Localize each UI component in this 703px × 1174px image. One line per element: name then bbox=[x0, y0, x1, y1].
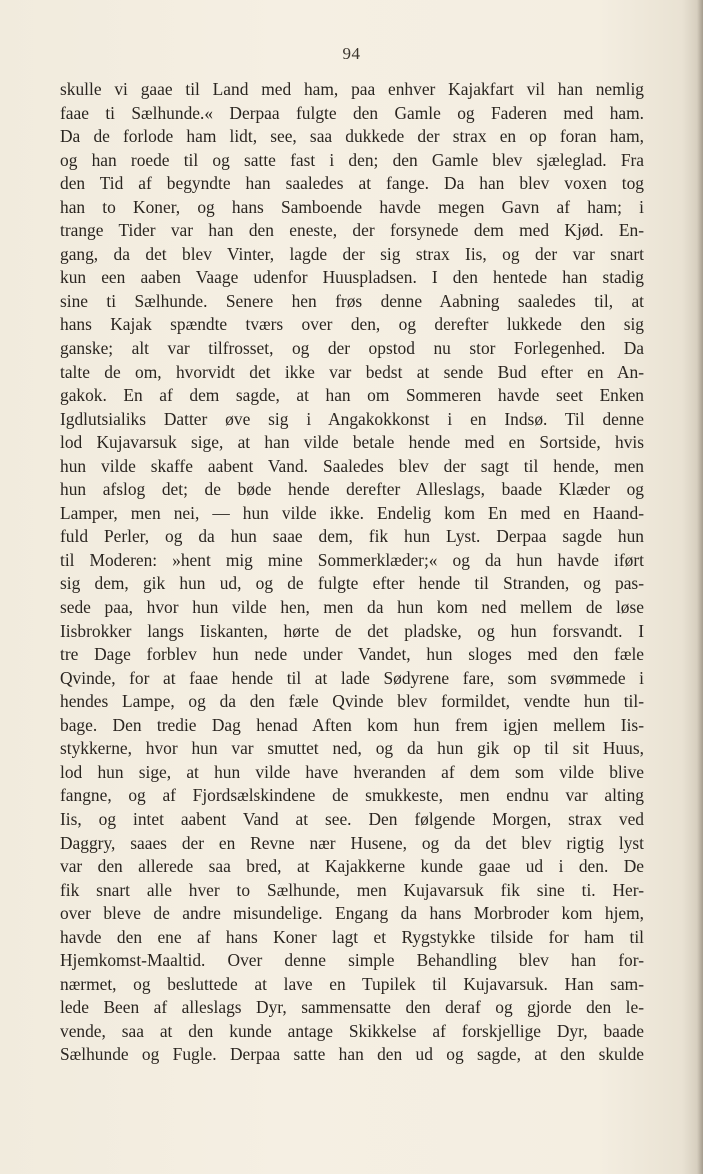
text-line: hun afslog det; de bøde hende derefter Alleslags, baade Klæder og bbox=[60, 479, 644, 500]
text-line: over bleve de andre misundelige. Engang da hans Morbroder kom hjem, bbox=[60, 903, 644, 924]
text-line: stykkerne, hvor hun var smuttet ned, og da hun gik op til sit Huus, bbox=[60, 738, 644, 759]
text-line: Lamper, men nei, — hun vilde ikke. Endelig kom En med en Haand- bbox=[60, 502, 644, 523]
text-line: Da de forlode ham lidt, see, saa dukkede der strax en op foran ham, bbox=[60, 126, 644, 147]
text-line: lod hun sige, at hun vilde have hveranden af dem som vilde blive bbox=[60, 761, 644, 782]
text-line: Daggry, saaes der en Revne nær Husene, og da det blev rigtig lyst bbox=[60, 832, 644, 853]
text-line: lod Kujavarsuk sige, at han vilde betale hende med en Sortside, hvis bbox=[60, 432, 644, 453]
text-line: til Moderen: »hent mig mine Sommerklæder;« og da hun havde iført bbox=[60, 549, 644, 570]
text-line: trange Tider var han den eneste, der forsynede dem med Kjød. En- bbox=[60, 220, 644, 241]
page-edge-shadow bbox=[697, 0, 703, 1174]
text-line: sine ti Sælhunde. Senere hen frøs denne Aabning saaledes til, at bbox=[60, 290, 644, 311]
text-line: bage. Den tredie Dag henad Aften kom hun frem igjen mellem Iis- bbox=[60, 714, 644, 735]
body-text bbox=[60, 78, 644, 1067]
text-line: lede Been af alleslags Dyr, sammensatte den deraf og gjorde den le- bbox=[60, 997, 644, 1018]
text-line: Iis, og intet aabent Vand at see. Den følgende Morgen, strax ved bbox=[60, 808, 644, 829]
text-line: hans Kajak spændte tværs over den, og derefter lukkede den sig bbox=[60, 314, 644, 335]
text-line: sig dem, gik hun ud, og de fulgte efter hende til Stranden, og pas- bbox=[60, 573, 644, 594]
text-line: hendes Lampe, og da den fæle Qvinde blev formildet, vendte hun til- bbox=[60, 691, 644, 712]
text-line: Hjemkomst-Maaltid. Over denne simple Behandling blev han for- bbox=[60, 950, 644, 971]
text-line: fuld Perler, og da hun saae dem, fik hun Lyst. Derpaa sagde hun bbox=[60, 526, 644, 547]
text-line: og han roede til og satte fast i den; den Gamle blev sjæleglad. Fra bbox=[60, 149, 644, 170]
text-line: kun een aaben Vaage udenfor Huuspladsen. I den hentede han stadig bbox=[60, 267, 644, 288]
text-line: den Tid af begyndte han saaledes at fange. Da han blev voxen tog bbox=[60, 173, 644, 194]
text-line: gakok. En af dem sagde, at han om Sommeren havde seet Enken bbox=[60, 385, 644, 406]
text-line: tre Dage forblev hun nede under Vandet, hun sloges med den fæle bbox=[60, 644, 644, 665]
text-line: talte de om, hvorvidt det ikke var bedst at sende Bud efter en An- bbox=[60, 361, 644, 382]
text-line: hun vilde skaffe aabent Vand. Saaledes blev der sagt til hende, men bbox=[60, 455, 644, 476]
text-line: Iisbrokker langs Iiskanten, hørte de det pladske, og hun forsvandt. I bbox=[60, 620, 644, 641]
text-line: han to Koner, og hans Samboende havde megen Gavn af ham; i bbox=[60, 196, 644, 217]
page-number: 94 bbox=[342, 44, 361, 63]
text-line: fik snart alle hver to Sælhunde, men Kujavarsuk fik sine ti. Her- bbox=[60, 879, 644, 900]
text-line: Sælhunde og Fugle. Derpaa satte han den ud og sagde, at den skulde bbox=[60, 1044, 644, 1065]
text-line: skulle vi gaae til Land med ham, paa enhver Kajakfart vil han nemlig bbox=[60, 79, 644, 99]
text-line: sede paa, hvor hun vilde hen, men da hun kom ned mellem de løse bbox=[60, 597, 644, 618]
text-line: Qvinde, for at faae hende til at lade Sødyrene fare, som svømmede i bbox=[60, 667, 644, 688]
text-line: fangne, og af Fjordsælskindene de smukkeste, men endnu var alting bbox=[60, 785, 644, 806]
text-line: havde den ene af hans Koner lagt et Rygstykke tilside for ham til bbox=[60, 926, 644, 947]
text-line: Igdlutsialiks Datter øve sig i Angakokkonst i en Indsø. Til denne bbox=[60, 408, 644, 429]
text-line: gang, da det blev Vinter, lagde der sig strax Iis, og der var snart bbox=[60, 243, 644, 264]
text-line: vende, saa at den kunde antage Skikkelse af forskjellige Dyr, baade bbox=[60, 1020, 644, 1041]
text-line: faae ti Sælhunde.« Derpaa fulgte den Gamle og Faderen med ham. bbox=[60, 102, 644, 123]
text-line: ganske; alt var tilfrosset, og der opstod nu stor Forlegenhed. Da bbox=[60, 338, 644, 359]
text-line: var den allerede saa bred, at Kajakkerne kunde gaae ud i den. De bbox=[60, 856, 644, 877]
text-line: nærmet, og besluttede at lave en Tupilek til Kujavarsuk. Han sam- bbox=[60, 973, 644, 994]
